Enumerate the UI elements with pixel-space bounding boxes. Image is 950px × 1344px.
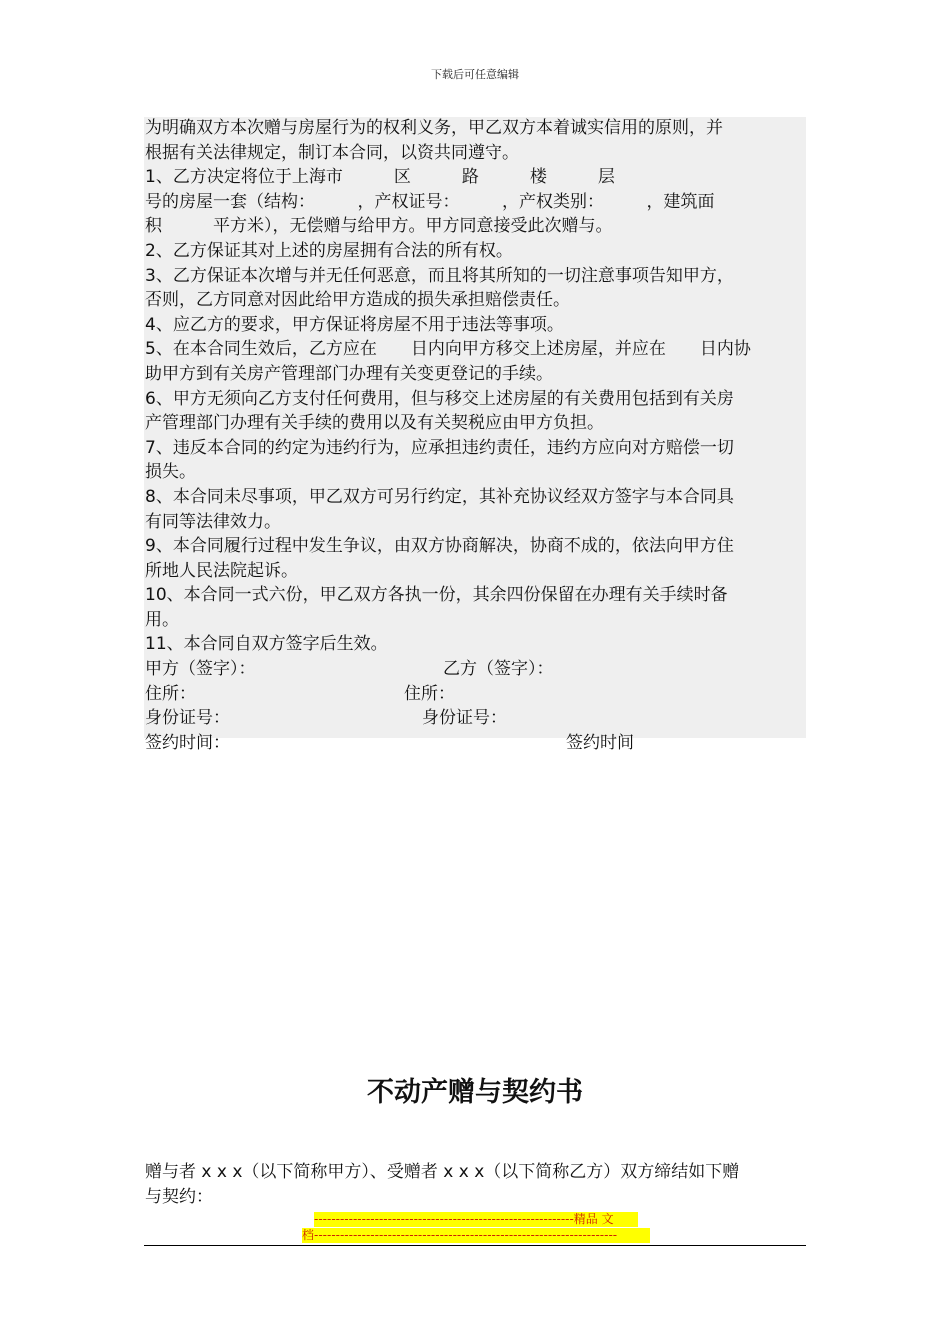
contract-line: 11、本合同自双方签字后生效。 bbox=[145, 634, 388, 655]
contract-line: 损失。 bbox=[145, 462, 196, 483]
party-b-id-label: 身份证号： bbox=[422, 708, 507, 729]
contract-line: 2、乙方保证其对上述的房屋拥有合法的所有权。 bbox=[145, 240, 513, 261]
signature-row-sign bbox=[145, 657, 807, 682]
signature-row-id bbox=[145, 706, 807, 731]
contract-body bbox=[145, 116, 807, 755]
document-title: 不动产赠与契约书 bbox=[367, 1077, 583, 1108]
contract-line: 3、乙方保证本次增与并无任何恶意，而且将其所知的一切注意事项告知甲方， bbox=[145, 265, 734, 286]
contract-line: 9、本合同履行过程中发生争议，由双方协商解决，协商不成的，依法向甲方住 bbox=[145, 536, 734, 557]
contract-line: 10、本合同一式六份，甲乙双方各执一份，其余四份保留在办理有关手续时备 bbox=[145, 585, 728, 606]
party-b-sign-label: 乙方（签字）： bbox=[443, 659, 554, 680]
contract-lines bbox=[145, 116, 807, 657]
party-a-id-label: 身份证号： bbox=[145, 708, 230, 729]
contract-line: 4、应乙方的要求，甲方保证将房屋不用于违法等事项。 bbox=[145, 314, 564, 335]
intro-paragraph bbox=[145, 1160, 807, 1210]
party-b-address-label: 住所： bbox=[404, 683, 455, 704]
contract-line: 1、乙方决定将位于上海市 区 路 楼 层 bbox=[145, 167, 615, 188]
contract-line: 产管理部门办理有关手续的费用以及有关契税应由甲方负担。 bbox=[145, 413, 604, 434]
contract-line: 助甲方到有关房产管理部门办理有关变更登记的手续。 bbox=[145, 363, 553, 384]
contract-line: 5、在本合同生效后，乙方应在 日内向甲方移交上述房屋，并应在 日内协 bbox=[145, 339, 751, 360]
contract-line: 为明确双方本次赠与房屋行为的权利义务，甲乙双方本着诚实信用的原则，并 bbox=[145, 118, 723, 138]
contract-line: 7、违反本合同的约定为违约行为，应承担违约责任，违约方应向对方赔偿一切 bbox=[145, 437, 734, 458]
contract-line: 积 平方米），无偿赠与给甲方。甲方同意接受此次赠与。 bbox=[145, 216, 613, 237]
footer-rule bbox=[144, 1245, 806, 1246]
contract-line: 用。 bbox=[145, 609, 179, 630]
party-b-date-label: 签约时间 bbox=[566, 732, 634, 753]
intro-line-1: 赠与者 x x x（以下简称甲方）、受赠者 x x x（以下简称乙方）双方缔结如下赠 bbox=[145, 1162, 740, 1182]
party-a-sign-label: 甲方（签字）： bbox=[145, 659, 256, 680]
contract-line: 号的房屋一套（结构： ，产权证号： ，产权类别： ，建筑面 bbox=[145, 191, 715, 212]
intro-line-2: 与契约： bbox=[145, 1187, 213, 1207]
party-a-date-label: 签约时间： bbox=[145, 732, 230, 753]
watermark-line-1: ------------------------------------------------------------精品 文 bbox=[314, 1212, 638, 1227]
contract-line: 根据有关法律规定，制订本合同，以资共同遵守。 bbox=[145, 142, 519, 163]
signature-row-date bbox=[145, 731, 807, 756]
contract-line: 所地人民法院起诉。 bbox=[145, 560, 298, 581]
page-header: 下载后可任意编辑 bbox=[431, 68, 519, 81]
contract-line: 8、本合同未尽事项，甲乙双方可另行约定，其补充协议经双方签字与本合同具 bbox=[145, 486, 734, 507]
party-a-address-label: 住所： bbox=[145, 683, 196, 704]
signature-row-address bbox=[145, 682, 807, 707]
contract-line: 6、甲方无须向乙方支付任何费用，但与移交上述房屋的有关费用包括到有关房 bbox=[145, 388, 734, 409]
contract-line: 否则，乙方同意对因此给甲方造成的损失承担赔偿责任。 bbox=[145, 290, 570, 311]
watermark-line-2: 档---------------------------------------------------------------------- bbox=[302, 1228, 650, 1243]
contract-line: 有同等法律效力。 bbox=[145, 511, 281, 532]
